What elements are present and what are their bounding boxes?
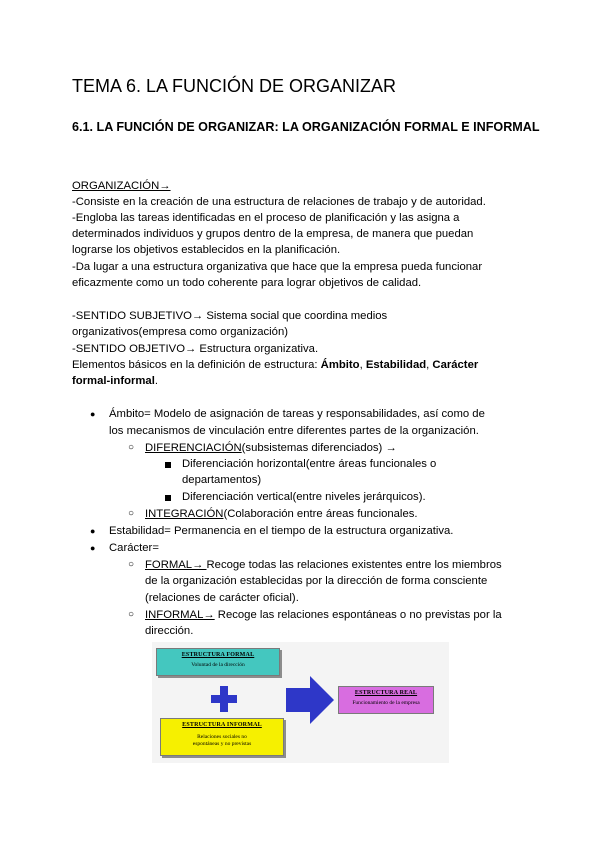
circle-bullet-icon: ○: [128, 559, 135, 570]
informal-box-sub-2: espontáneas y no previstas: [192, 741, 252, 747]
bullet-icon: ●: [90, 526, 96, 536]
diferenciacion-item: [145, 440, 397, 457]
page-title: TEMA 6. LA FUNCIÓN DE ORGANIZAR: [72, 76, 397, 96]
formal-box-title: ESTRUCTURA FORMAL: [181, 652, 255, 658]
real-box-sub: Funcionamiento de la empresa: [352, 700, 420, 706]
org-line-4: lograrse los objetivos establecidos en la planificación.: [72, 244, 341, 256]
horizontal-line-2: departamentos): [182, 474, 262, 486]
circle-bullet-icon: ○: [128, 442, 135, 453]
formal-line-3: (relaciones de carácter oficial).: [145, 592, 299, 604]
bold-caracter: Carácter: [432, 359, 479, 371]
sentido-objetivo: -SENTIDO OBJETIVO→ Estructura organizativa.: [72, 343, 319, 355]
bold-ambito: Ámbito: [320, 359, 360, 371]
informal-box-sub-1: Relaciones sociales no: [197, 734, 247, 740]
plus-icon: [211, 695, 237, 703]
org-line-3: determinados individuos y grupos dentro de la empresa, de manera que puedan: [72, 228, 474, 240]
circle-bullet-icon: ○: [128, 609, 135, 620]
ambito-line-2: los mecanismos de vinculación entre diferentes partes de la organización.: [109, 425, 479, 437]
diferenciacion-rest: (subsistemas diferenciados) →: [241, 442, 397, 454]
section-heading: 6.1. LA FUNCIÓN DE ORGANIZAR: LA ORGANIZACIÓN FORMAL E INFORMAL: [72, 120, 540, 134]
org-line-6: eficazmente como un todo coherente para lograr objetivos de calidad.: [72, 277, 422, 289]
right-arrow-icon: [286, 676, 334, 724]
real-structure-box: [338, 686, 434, 714]
informal-item: [145, 607, 502, 624]
ambito-line-1: Ámbito= Modelo de asignación de tareas y responsabilidades, así como de: [109, 408, 485, 420]
period: .: [154, 375, 158, 387]
org-line-5: -Da lugar a una estructura organizativa que hace que la empresa pueda funcionar: [72, 261, 483, 273]
formal-label: FORMAL→: [145, 559, 207, 571]
caracter-label: Carácter=: [109, 542, 159, 554]
diferenciacion-label: DIFERENCIACIÓN: [145, 442, 242, 454]
bullet-icon: ●: [90, 409, 96, 419]
formal-item: [145, 557, 502, 574]
bold-formal-informal: formal-informal: [72, 375, 155, 387]
estabilidad-line: Estabilidad= Permanencia en el tiempo de la estructura organizativa.: [109, 525, 454, 537]
informal-text: Recoge las relaciones espontáneas o no previstas por la: [214, 609, 502, 621]
sep-2: ,: [426, 359, 433, 371]
bullet-icon: ●: [90, 543, 96, 553]
integracion-item: [145, 506, 418, 523]
sentido-subjetivo: -SENTIDO SUBJETIVO→ Sistema social que coordina medios: [72, 310, 388, 322]
formal-box-sub: Voluntad de la dirección: [191, 662, 245, 668]
vertical-line: Diferenciación vertical(entre niveles jerárquicos).: [182, 491, 426, 503]
square-bullet-icon: [165, 462, 171, 468]
formal-structure-box: [156, 648, 280, 676]
org-line-1: -Consiste en la creación de una estructura de relaciones de trabajo y de autoridad.: [72, 196, 486, 208]
formal-line-2: de la organización establecidas por la dirección de forma consciente: [145, 575, 488, 587]
formal-text: Recoge todas las relaciones existentes entre los miembros: [206, 559, 502, 571]
integracion-label: INTEGRACIÓN: [145, 508, 224, 520]
horizontal-line-1: Diferenciación horizontal(entre áreas funcionales o: [182, 458, 437, 470]
organizacion-heading: ORGANIZACIÓN→: [72, 180, 171, 192]
circle-bullet-icon: ○: [128, 508, 135, 519]
integracion-rest: (Colaboración entre áreas funcionales.: [223, 508, 418, 520]
elementos-basicos: [72, 357, 478, 374]
informal-box-title: ESTRUCTURA INFORMAL: [182, 722, 262, 728]
bold-estabilidad: Estabilidad: [365, 359, 427, 371]
real-box-title: ESTRUCTURA REAL: [354, 690, 418, 696]
org-line-2: -Engloba las tareas identificadas en el proceso de planificación y las asigna a: [72, 212, 460, 224]
sentido-subjetivo-cont: organizativos(empresa como organización): [72, 326, 288, 338]
estructura-diagram: [152, 642, 449, 763]
square-bullet-icon: [165, 495, 171, 501]
elementos-basicos-cont: [72, 373, 158, 390]
elementos-prefix: Elementos básicos en la definición de estructura:: [72, 359, 321, 371]
informal-line-2: dirección.: [145, 625, 194, 637]
sep-1: ,: [359, 359, 366, 371]
informal-structure-box: [160, 718, 284, 756]
informal-label: INFORMAL→: [145, 609, 215, 621]
